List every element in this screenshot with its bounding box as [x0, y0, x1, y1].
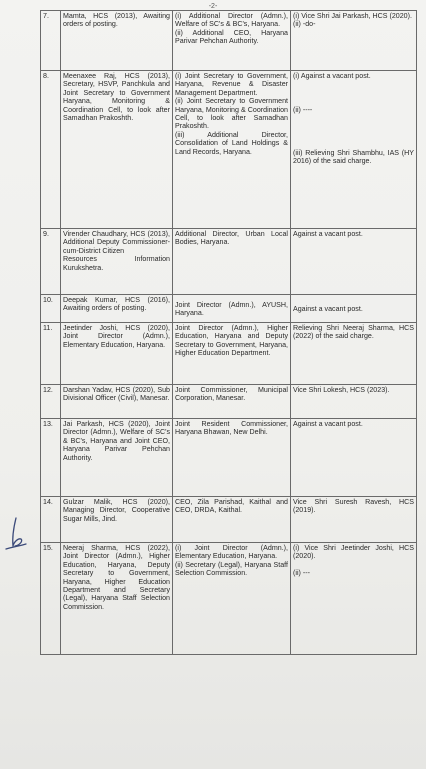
posting-text: (ii) Secretary (Legal), Haryana Staff Selection Commission.: [175, 560, 288, 578]
serial-number: 9.: [41, 229, 61, 295]
remarks-cell: [291, 11, 417, 71]
remarks-text: (ii) ----: [293, 106, 313, 115]
posting-cell: [173, 295, 291, 323]
remarks-cell: [291, 295, 417, 323]
posting-cell: [173, 497, 291, 543]
remarks-cell: [291, 497, 417, 543]
posting-text: (i) Joint Director (Admn.), Elementary Education, Haryana.: [175, 544, 288, 561]
serial-number: 7.: [41, 11, 61, 71]
remarks-cell: [291, 229, 417, 295]
posting-cell: [173, 323, 291, 385]
officer-text: Gulzar Malik, HCS (2020), Managing Director, Cooperative Sugar Mills, Jind.: [63, 498, 170, 523]
serial-number: 12.: [41, 385, 61, 419]
officer-text: Meenaxee Raj, HCS (2013), Secretary, HSVP, Panchkula and Joint Secretary to Government Haryana, Monitoring & Coordination Cell, to look after Samadhan Prakoshth.: [63, 72, 170, 123]
posting-cell: [173, 71, 291, 229]
officer-text: Mamta, HCS (2013), Awaiting orders of posting.: [63, 12, 170, 29]
posting-text: (ii) Additional CEO, Haryana Parivar Pehchan Authority.: [175, 28, 288, 46]
remarks-text: (i) Vice Shri Jeetinder Joshi, HCS (2020).: [293, 544, 414, 561]
posting-text: Joint Resident Commissioner, Haryana Bhawan, New Delhi.: [175, 420, 288, 437]
officer-text: Virender Chaudhary, HCS (2013), Additional Deputy Commissioner-cum-District Citizen: [63, 230, 170, 255]
remarks-text: (iii) Relieving Shri Shambhu, IAS (HY 2016) of the said charge.: [293, 148, 414, 166]
page-number: -2-: [208, 3, 218, 10]
serial-number: 8.: [41, 71, 61, 229]
posting-cell: [173, 385, 291, 419]
officer-text: Darshan Yadav, HCS (2020), Sub Divisional Officer (Civil), Manesar.: [63, 386, 170, 403]
posting-text: (i) Additional Director (Admn.), Welfare of SC's & BC's, Haryana.: [175, 12, 288, 29]
remarks-cell: [291, 323, 417, 385]
table-row: [41, 71, 417, 229]
remarks-text: Against a vacant post.: [293, 230, 363, 238]
remarks-text: Against a vacant post.: [293, 420, 363, 428]
officer-text: Resources Information Kurukshetra.: [63, 255, 170, 272]
officer-cell: [61, 71, 173, 229]
table-row: [41, 295, 417, 323]
table-row: [41, 385, 417, 419]
table-row: [41, 229, 417, 295]
remarks-text: Against a vacant post.: [293, 304, 363, 313]
remarks-text: (ii) -do-: [293, 20, 316, 29]
remarks-cell: [291, 385, 417, 419]
remarks-cell: [291, 71, 417, 229]
officer-cell: [61, 11, 173, 71]
handwritten-initials-icon: [2, 516, 28, 552]
posting-text: (ii) Joint Secretary to Government Haryana, Monitoring & Coordination Cell, to look after Samadhan Prakoshth.: [175, 97, 288, 131]
posting-text: Joint Commissioner, Municipal Corporation, Manesar.: [175, 386, 288, 403]
posting-cell: [173, 543, 291, 655]
table-row: [41, 543, 417, 655]
serial-number: 13.: [41, 419, 61, 497]
officer-cell: [61, 497, 173, 543]
posting-cell: [173, 11, 291, 71]
posting-text: (i) Joint Secretary to Government, Haryana, Revenue & Disaster Management Department.: [175, 72, 288, 97]
table-row: [41, 419, 417, 497]
posting-text: CEO, Zila Parishad, Kaithal and CEO, DRDA, Kaithal.: [175, 498, 288, 515]
officer-text: Jeetinder Joshi, HCS (2020), Joint Director (Admn.), Elementary Education, Haryana.: [63, 324, 170, 349]
serial-number: 10.: [41, 295, 61, 323]
officer-cell: [61, 385, 173, 419]
serial-number: 11.: [41, 323, 61, 385]
posting-text: Additional Director, Urban Local Bodies, Haryana.: [175, 230, 288, 247]
posting-text: Joint Director (Admn.), AYUSH, Haryana.: [175, 300, 288, 317]
remarks-cell: [291, 543, 417, 655]
officer-cell: [61, 323, 173, 385]
remarks-text: (i) Against a vacant post.: [293, 72, 371, 80]
officer-cell: [61, 543, 173, 655]
remarks-cell: [291, 419, 417, 497]
officer-cell: [61, 229, 173, 295]
officer-text: Deepak Kumar, HCS (2016), Awaiting orders of posting.: [63, 296, 170, 313]
serial-number: 14.: [41, 497, 61, 543]
officer-text: Jai Parkash, HCS (2020), Joint Director (Admn.), Welfare of SC's & BC's, Haryana and Joint CEO, Haryana Parivar Pehchan Authority.: [63, 420, 170, 462]
posting-text: (iii) Additional Director, Consolidation of Land Holdings & Land Records, Haryana.: [175, 130, 288, 156]
posting-orders-table: [40, 10, 417, 655]
remarks-text: Relieving Shri Neeraj Sharma, HCS (2022) of the said charge.: [293, 324, 414, 341]
serial-number: 15.: [41, 543, 61, 655]
posting-text: Joint Director (Admn.), Higher Education, Haryana and Deputy Secretary to Government, Haryana, Higher Education Department.: [175, 324, 288, 358]
table-row: [41, 11, 417, 71]
remarks-text: (i) Vice Shri Jai Parkash, HCS (2020).: [293, 12, 412, 20]
table-row: [41, 497, 417, 543]
remarks-text: (ii) ---: [293, 568, 310, 577]
officer-cell: [61, 295, 173, 323]
table-row: [41, 323, 417, 385]
posting-cell: [173, 229, 291, 295]
remarks-text: Vice Shri Lokesh, HCS (2023).: [293, 386, 390, 394]
officer-cell: [61, 419, 173, 497]
posting-cell: [173, 419, 291, 497]
officer-text: Neeraj Sharma, HCS (2022), Joint Director (Admn.), Higher Education, Haryana, Deputy Secretary to Government, Haryana, Higher Education Department and Secretary (Legal), Haryana Staff Selection Commission.: [63, 544, 170, 611]
remarks-text: Vice Shri Suresh Ravesh, HCS (2019).: [293, 498, 414, 515]
